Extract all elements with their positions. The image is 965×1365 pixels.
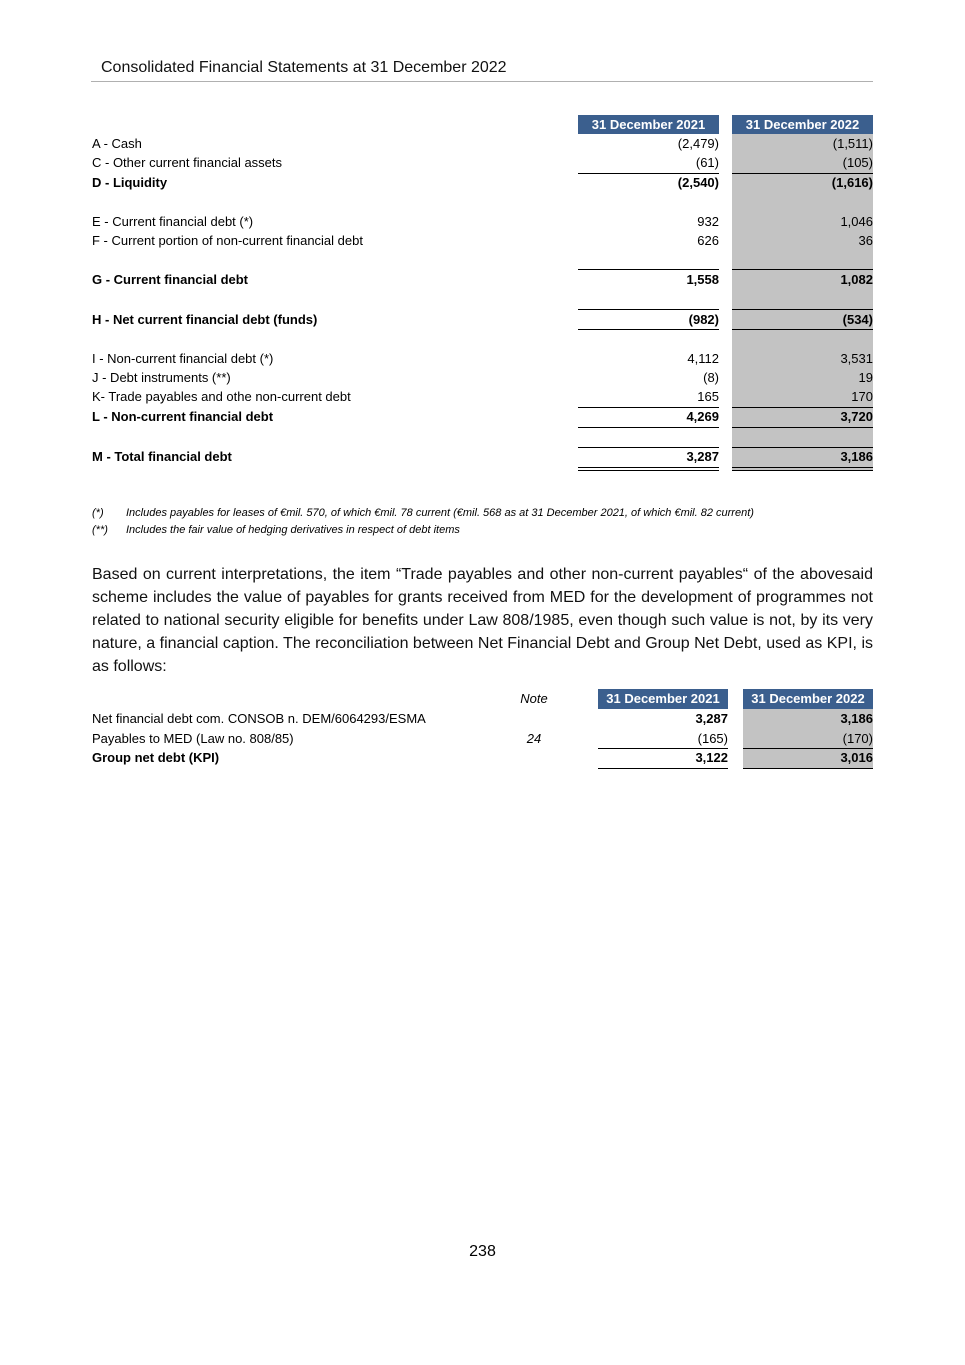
value-2021: (8) [703,370,719,385]
column-header-2021: 31 December 2021 [578,115,719,134]
value-2022: (1,511) [832,136,873,151]
row-label: Group net debt (KPI) [92,750,220,765]
value-2022: 19 [858,370,873,385]
value-2021: 1,558 [686,272,719,287]
column-header-2022: 31 December 2022 [732,115,873,134]
value-2021: 932 [697,214,719,229]
value-2021: 3,122 [695,750,728,765]
footnote-mark: (**) [92,524,108,536]
value-2021: 4,269 [686,409,719,424]
value-2021: 165 [697,389,719,404]
value-2021: 3,287 [686,449,719,464]
row-label: G - Current financial debt [92,272,249,287]
value-2021: 4,112 [687,351,719,366]
column-header-2021: 31 December 2021 [598,689,728,709]
subtotal-rule [578,329,719,330]
subtotal-rule [732,427,873,428]
value-2022: 170 [851,389,873,404]
row-label: Net financial debt com. CONSOB n. DEM/6064293/ESMA [92,711,426,726]
value-2021: (165) [697,731,728,746]
value-2022: 1,046 [840,214,873,229]
value-2022: 3,016 [840,750,873,765]
value-2022: 3,186 [840,711,873,726]
value-2022: 3,720 [840,409,873,424]
row-label: I - Non-current financial debt (*) [92,351,274,366]
row-label: D - Liquidity [92,175,168,190]
body-paragraph: Based on current interpretations, the item “Trade payables and other non-current payables“ of the abovesaid scheme includes the value of payables for grants received from MED for the development of programmes not related to national security eligible for benefits under Law 808/1985, even though such value is not, by its very nature, a financial caption. The reconciliation between Net Financial Debt and Group Net Debt, used as KPI, is as follows: [92,566,873,675]
value-2021: (2,540) [677,175,719,190]
note-reference: 24 [526,731,542,746]
row-label: Payables to MED (Law no. 808/85) [92,731,294,746]
value-2022: 3,531 [840,351,873,366]
footnote-text: Includes payables for leases of €mil. 570, of which €mil. 78 current (€mil. 568 as at 31 December 2021, of which €mil. 82 current) [126,507,754,519]
value-2021: (2,479) [677,136,719,151]
value-2022: 36 [858,233,873,248]
row-label: C - Other current financial assets [92,155,283,170]
value-2021: (982) [688,312,719,327]
value-2022: 1,082 [840,272,873,287]
subtotal-rule [732,329,873,330]
total-double-rule [732,467,873,468]
footnote-mark: (*) [92,507,104,519]
page-header-title: Consolidated Financial Statements at 31 December 2022 [101,59,507,76]
value-2022: (105) [842,155,873,170]
row-label: L - Non-current financial debt [92,409,274,424]
total-rule [598,768,728,769]
header-divider [91,81,873,82]
total-double-rule [578,467,719,468]
total-double-rule [732,470,873,471]
page-number: 238 [469,1243,496,1260]
total-rule [743,768,873,769]
value-2022: 3,186 [840,449,873,464]
row-label: K- Trade payables and othe non-current debt [92,389,351,404]
row-label: M - Total financial debt [92,449,232,464]
value-2021: 3,287 [695,711,728,726]
value-2022: (170) [842,731,873,746]
value-2021: 626 [697,233,719,248]
total-double-rule [578,470,719,471]
value-2022: (1,616) [831,175,873,190]
row-label: F - Current portion of non-current financial debt [92,233,363,248]
row-label: J - Debt instruments (**) [92,370,231,385]
footnote-text: Includes the fair value of hedging derivatives in respect of debt items [126,524,460,536]
row-label: H - Net current financial debt (funds) [92,312,318,327]
row-label: E - Current financial debt (*) [92,214,254,229]
column-header-2022: 31 December 2022 [743,689,873,709]
note-column-header: Note [520,691,548,706]
row-label: A - Cash [92,136,142,151]
subtotal-rule [578,427,719,428]
value-2021: (61) [695,155,719,170]
value-2022: (534) [842,312,873,327]
